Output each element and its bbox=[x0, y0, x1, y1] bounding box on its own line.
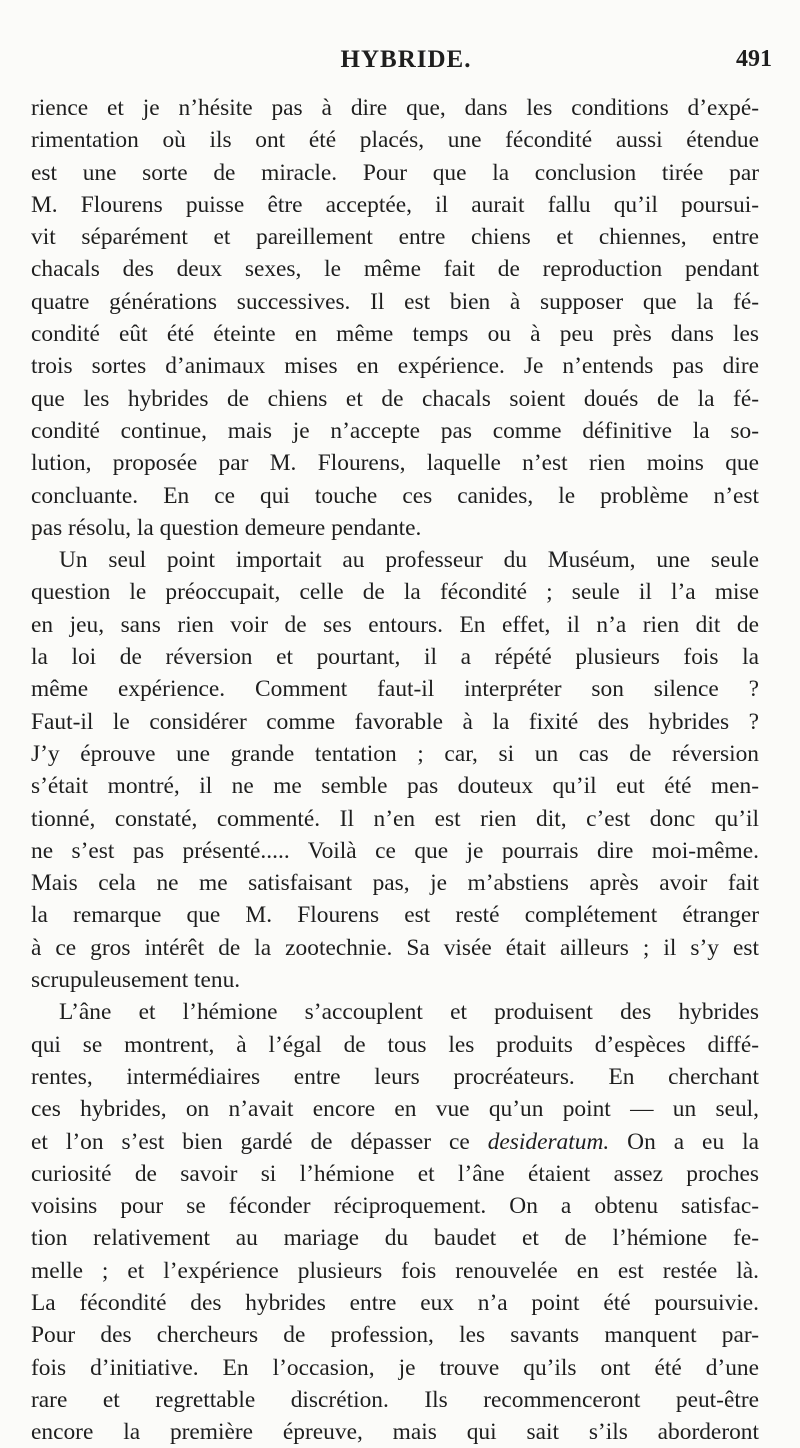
text-line: curiosité de savoir si l’hémione et l’âne étaient assez proches bbox=[31, 1160, 759, 1187]
italic-word: desideratum. bbox=[487, 1128, 610, 1155]
text-line: chacals des deux sexes, le même fait de reproduction pendant bbox=[31, 256, 759, 283]
text-line: même expérience. Comment faut-il interpréter son silence ? bbox=[31, 676, 759, 703]
text-line: La fécondité des hybrides entre eux n’a point été poursuivie. bbox=[31, 1289, 759, 1316]
text-line: vit séparément et pareillement entre chiens et chiennes, entre bbox=[31, 224, 759, 251]
text-line: voisins pour se féconder réciproquement. On a obtenu satisfac- bbox=[31, 1193, 759, 1220]
text-line: tion relativement au mariage du baudet et de l’hémione fe- bbox=[31, 1225, 759, 1252]
text-line: la loi de réversion et pourtant, il a répété plusieurs fois la bbox=[31, 644, 759, 671]
running-head bbox=[30, 46, 782, 80]
text-line: trois sortes d’animaux mises en expérience. Je n’entends pas dire bbox=[31, 353, 759, 380]
text-line: que les hybrides de chiens et de chacals soient doués de la fé- bbox=[31, 385, 759, 412]
text-line: rience et je n’hésite pas à dire que, dans les conditions d’expé- bbox=[31, 95, 759, 121]
text-line: lution, proposée par M. Flourens, laquelle n’est rien moins que bbox=[31, 450, 759, 477]
text-line: la remarque que M. Flourens est resté complétement étranger bbox=[31, 902, 759, 929]
text-line: s’était montré, il ne me semble pas douteux qu’il eut été men- bbox=[31, 773, 759, 800]
page-number: 491 bbox=[736, 46, 772, 72]
text-line: ces hybrides, on n’avait encore en vue qu’un point — un seul, bbox=[31, 1096, 759, 1123]
text-line: condité continue, mais je n’accepte pas comme définitive la so- bbox=[31, 417, 759, 444]
text-line: quatre générations successives. Il est bien à supposer que la fé- bbox=[31, 288, 759, 315]
text-line: fois d’initiative. En l’occasion, je trouve qu’ils ont été d’une bbox=[31, 1354, 759, 1381]
text-line: ne s’est pas présenté..... Voilà ce que je pourrais dire moi-même. bbox=[31, 837, 759, 864]
text-line: tionné, constaté, commenté. Il n’en est rien dit, c’est donc qu’il bbox=[31, 805, 759, 832]
text-span: et l’on s’est bien gardé de dépasser ce bbox=[31, 1128, 470, 1155]
text-line: melle ; et l’expérience plusieurs fois renouvelée en est restée là. bbox=[31, 1257, 759, 1284]
text-line bbox=[31, 1126, 759, 1158]
text-line: rare et regrettable discrétion. Ils recommenceront peut-être bbox=[31, 1386, 759, 1413]
text-line: Un seul point importait au professeur du Muséum, une seule bbox=[59, 547, 759, 574]
text-line: rimentation où ils ont été placés, une fécondité aussi étendue bbox=[31, 127, 759, 154]
text-line: est une sorte de miracle. Pour que la conclusion tirée par bbox=[31, 159, 759, 186]
text-line: question le préoccupait, celle de la fécondité ; seule il l’a mise bbox=[31, 579, 759, 606]
text-line: Mais cela ne me satisfaisant pas, je m’abstiens après avoir fait bbox=[31, 870, 759, 897]
text-line: Faut-il le considérer comme favorable à la fixité des hybrides ? bbox=[31, 708, 759, 735]
text-line: M. Flourens puisse être acceptée, il aurait fallu qu’il poursui- bbox=[31, 191, 759, 218]
text-line: encore la première épreuve, mais qui sait s’ils aborderont bbox=[31, 1419, 759, 1446]
paragraph-2 bbox=[31, 544, 759, 996]
text-line: rentes, intermédiaires entre leurs procréateurs. En cherchant bbox=[31, 1063, 759, 1090]
text-line: Pour des chercheurs de profession, les savants manquent par- bbox=[31, 1322, 759, 1349]
text-line: L’âne et l’hémione s’accouplent et produisent des hybrides bbox=[59, 999, 759, 1026]
paragraph-3 bbox=[31, 996, 759, 1448]
text-line: concluante. En ce qui touche ces canides, le problème n’est bbox=[31, 482, 759, 509]
paragraph-1 bbox=[31, 92, 759, 544]
text-line: J’y éprouve une grande tentation ; car, si un cas de réversion bbox=[31, 740, 759, 767]
text-line: pas résolu, la question demeure pendante. bbox=[31, 514, 422, 541]
text-line: qui se montrent, à l’égal de tous les produits d’espèces diffé- bbox=[31, 1031, 759, 1058]
text-span: On a eu la bbox=[627, 1128, 759, 1155]
body-text bbox=[31, 92, 759, 1448]
running-title: HYBRIDE. bbox=[340, 46, 472, 73]
text-line: en jeu, sans rien voir de ses entours. En effet, il n’a rien dit de bbox=[31, 611, 759, 638]
text-line: à ce gros intérêt de la zootechnie. Sa visée était ailleurs ; il s’y est bbox=[31, 934, 759, 961]
text-line: condité eût été éteinte en même temps ou à peu près dans les bbox=[31, 321, 759, 348]
text-line: scrupuleusement tenu. bbox=[31, 967, 241, 994]
